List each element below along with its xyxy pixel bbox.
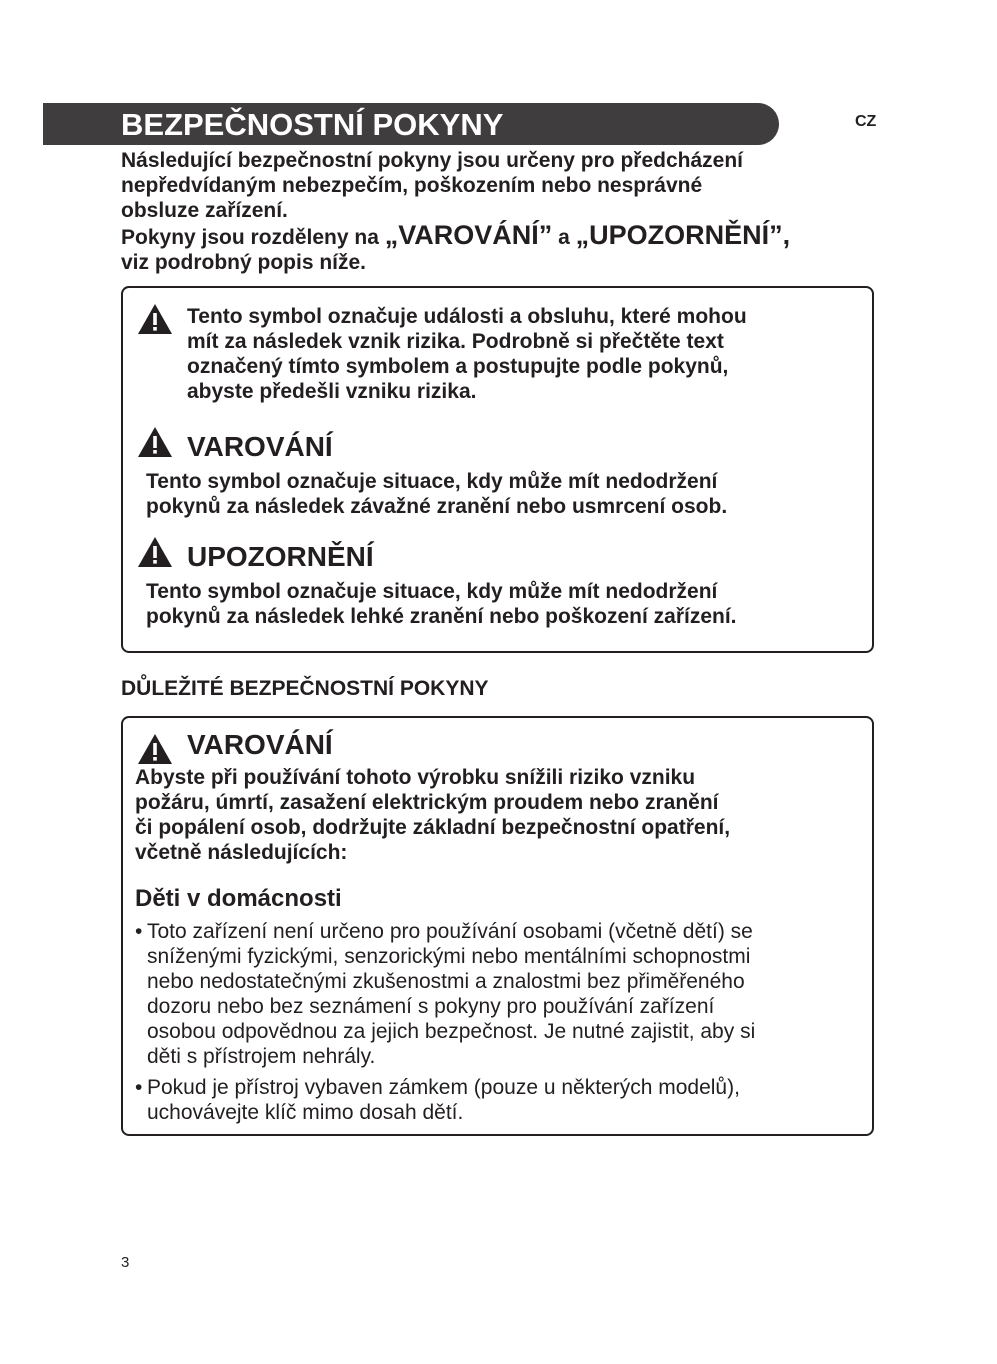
intro-line: nepředvídaným nebezpečím, poškozením nebo nesprávné — [121, 174, 703, 197]
text-line: nebo nedostatečnými zkušenostmi a znalostmi bez přiměřeného — [147, 970, 745, 993]
general-symbol-text — [187, 304, 747, 404]
important-section-title: DŮLEŽITÉ BEZPEČNOSTNÍ POKYNY — [121, 677, 489, 700]
warning-triangle-icon — [137, 733, 173, 765]
text-line: pokynů za následek závažné zranění nebo usmrcení osob. — [146, 495, 728, 518]
intro-line: viz podrobný popis níže. — [121, 251, 367, 274]
symbol-explanation-box — [121, 286, 874, 653]
warning-description — [146, 469, 727, 519]
text-line: pokynů za následek lehké zranění nebo poškození zařízení. — [146, 605, 737, 628]
bullet-symbol: • — [135, 920, 143, 943]
page-title: BEZPEČNOSTNÍ POKYNY — [121, 107, 504, 142]
text-line: Toto zařízení není určeno pro používání osobami (včetně dětí) se — [147, 920, 753, 943]
title-banner — [43, 103, 779, 145]
text-line: či popálení osob, dodržujte základní bezpečnostní opatření, — [135, 816, 731, 839]
intro-prefix: Pokyny jsou rozděleny na — [121, 226, 385, 249]
children-subheading: Děti v domácnosti — [135, 885, 342, 912]
text-line: osobou odpovědnou za jejich bezpečnost. Je nutné zajistit, aby si — [147, 1020, 756, 1043]
intro-text — [121, 148, 891, 275]
list-item — [135, 1075, 755, 1125]
bullet-list — [135, 919, 755, 1131]
intro-line: obsluze zařízení. — [121, 199, 288, 222]
intro-line: Následující bezpečnostní pokyny jsou určeny pro předcházení — [121, 149, 743, 172]
text-line: děti s přístrojem nehrály. — [147, 1045, 376, 1068]
intro-line — [121, 220, 891, 250]
text-line: dozoru nebo bez seznámení s pokyny pro používání zařízení — [147, 995, 715, 1018]
caution-description — [146, 579, 737, 629]
caution-triangle-icon — [137, 536, 173, 568]
list-item — [135, 919, 755, 1069]
warning-description — [135, 765, 730, 865]
intro-caution-term: „UPOZORNĚNÍ”, — [575, 220, 791, 250]
bullet-symbol: • — [135, 1076, 143, 1099]
intro-warning-term: „VAROVÁNÍ” — [384, 220, 553, 250]
text-line: mít za následek vznik rizika. Podrobně si přečtěte text — [187, 330, 724, 353]
text-line: Tento symbol označuje situace, kdy může mít nedodržení — [146, 580, 718, 603]
page-number: 3 — [121, 1254, 130, 1271]
warning-heading: VAROVÁNÍ — [187, 431, 333, 462]
text-line: uchovávejte klíč mimo dosah dětí. — [147, 1101, 464, 1124]
warning-heading: VAROVÁNÍ — [187, 729, 333, 760]
text-line: označený tímto symbolem a postupujte podle pokynů, — [187, 355, 729, 378]
text-line: včetně následujících: — [135, 841, 348, 864]
text-line: abyste předešli vzniku rizika. — [187, 380, 477, 403]
text-line: Tento symbol označuje situace, kdy může mít nedodržení — [146, 470, 718, 493]
intro-and: a — [552, 226, 576, 249]
language-code: CZ — [855, 113, 877, 130]
text-line: Tento symbol označuje události a obsluhu, které mohou — [187, 305, 747, 328]
caution-heading: UPOZORNĚNÍ — [187, 541, 374, 572]
warning-triangle-icon — [137, 303, 173, 335]
warning-triangle-icon — [137, 426, 173, 458]
text-line: sníženými fyzickými, senzorickými nebo mentálními schopnostmi — [147, 945, 751, 968]
text-line: požáru, úmrtí, zasažení elektrickým proudem nebo zranění — [135, 791, 719, 814]
important-warning-box — [121, 716, 874, 1136]
text-line: Pokud je přístroj vybaven zámkem (pouze u některých modelů), — [147, 1076, 740, 1099]
text-line: Abyste při používání tohoto výrobku snížili riziko vzniku — [135, 766, 696, 789]
